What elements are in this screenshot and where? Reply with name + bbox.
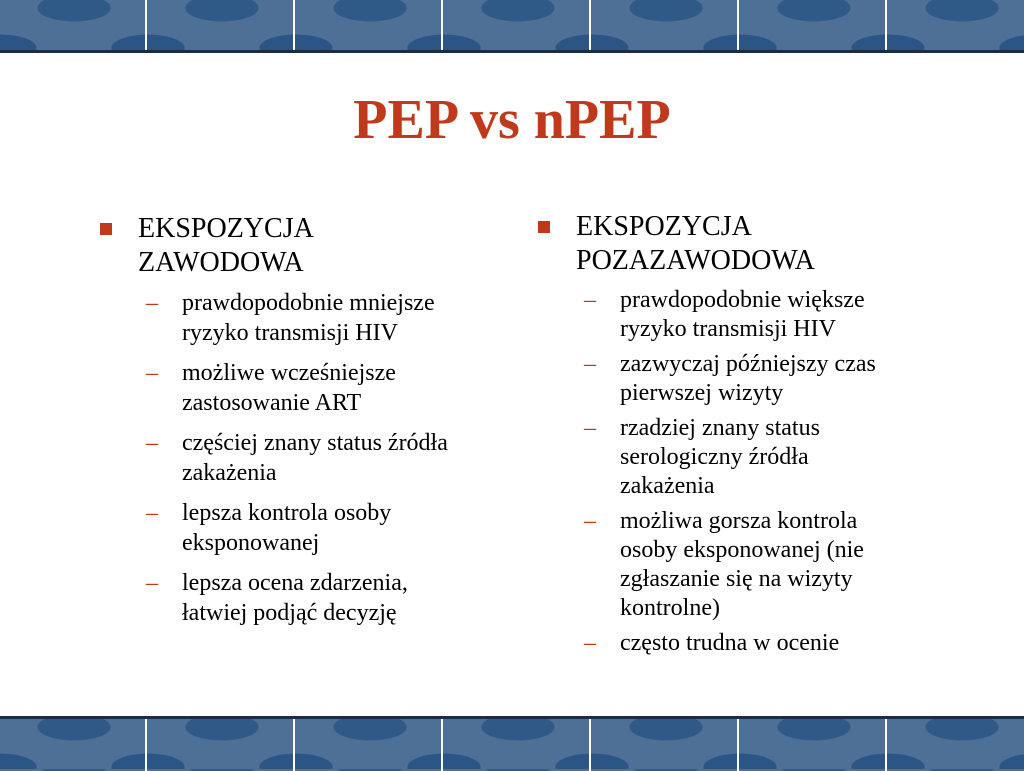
list-item [584, 414, 928, 501]
bullet-square-icon [100, 223, 112, 235]
list-item [146, 568, 500, 628]
slide-title: PEP vs nPEP [353, 89, 671, 151]
dash-icon: – [146, 500, 158, 526]
list-item [584, 629, 928, 658]
item-text: często trudna w ocenie [620, 630, 840, 656]
right-heading: EKSPOZYCJA POZAZAWODOWA [576, 211, 815, 276]
dash-icon: – [146, 290, 158, 316]
list-item [146, 288, 500, 348]
list-item [146, 428, 500, 488]
item-text: lepsza kontrola osoby eksponowanej [182, 500, 392, 556]
list-item [146, 358, 500, 418]
dash-icon: – [584, 415, 596, 441]
item-text: lepsza ocena zdarzenia, łatwiej podjąć decyzję [182, 570, 408, 626]
top-decorative-band [0, 0, 1024, 53]
list-item [584, 350, 928, 408]
right-column [538, 210, 928, 664]
dash-icon: – [584, 630, 596, 656]
item-text: prawdopodobnie większe ryzyko transmisji HIV [620, 287, 865, 342]
dash-icon: – [146, 360, 158, 386]
bullet-square-icon [538, 221, 550, 233]
item-text: częściej znany status źródła zakażenia [182, 430, 448, 486]
bottom-decorative-band [0, 716, 1024, 771]
list-item [584, 507, 928, 623]
item-text: zazwyczaj późniejszy czas pierwszej wizyty [620, 351, 876, 406]
dash-icon: – [146, 430, 158, 456]
item-text: rzadziej znany status serologiczny źródła zakażenia [620, 415, 820, 499]
dash-icon: – [146, 570, 158, 596]
dash-icon: – [584, 351, 596, 377]
left-column [100, 212, 500, 638]
dash-icon: – [584, 287, 596, 313]
dash-icon: – [584, 508, 596, 534]
item-text: prawdopodobnie mniejsze ryzyko transmisji HIV [182, 290, 435, 346]
list-item [584, 286, 928, 344]
list-item [146, 498, 500, 558]
item-text: możliwa gorsza kontrola osoby eksponowanej (nie zgłaszanie się na wizyty kontrolne) [620, 508, 864, 621]
left-heading: EKSPOZYCJA ZAWODOWA [138, 213, 313, 278]
item-text: możliwe wcześniejsze zastosowanie ART [182, 360, 396, 416]
